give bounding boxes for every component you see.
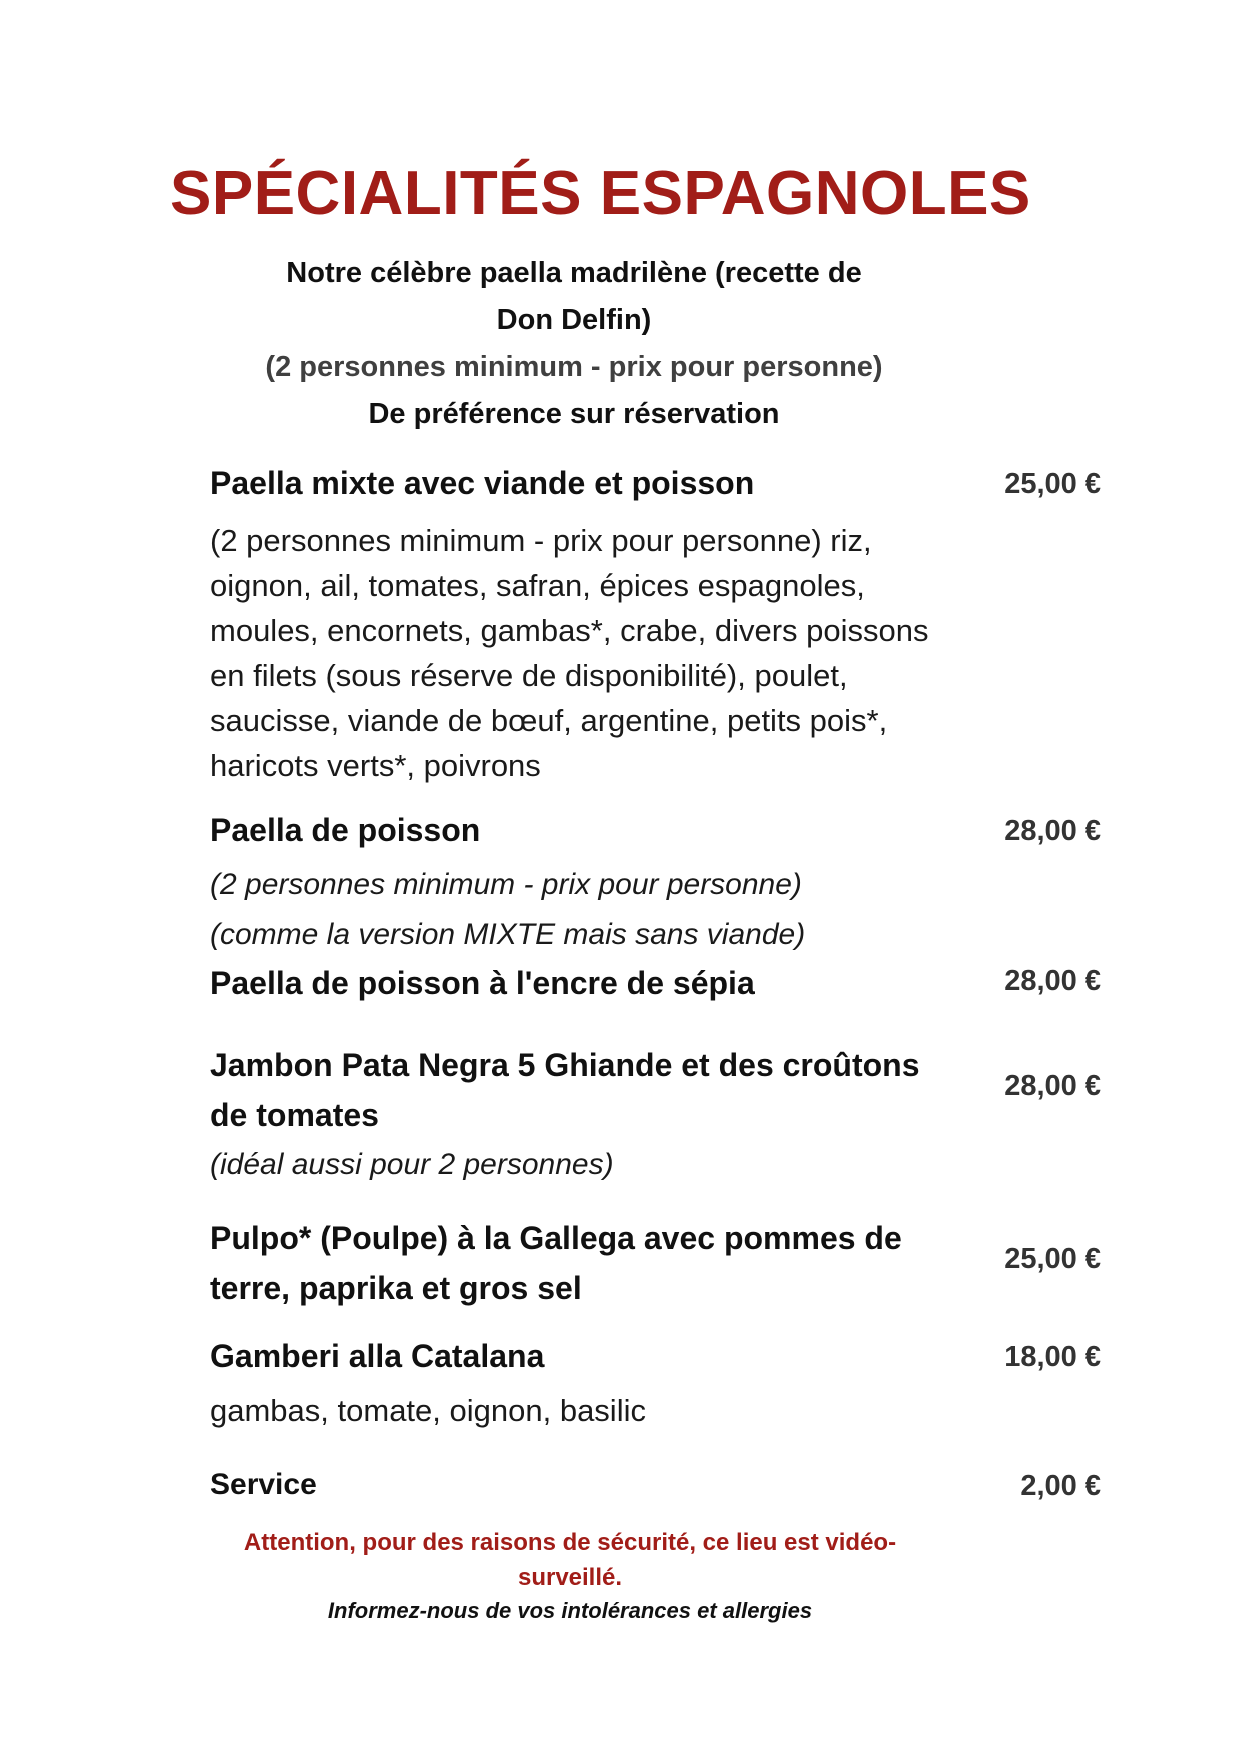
item-price-paella-mixte: 25,00 € [1004, 468, 1101, 500]
intro-line-1: Notre célèbre paella madrilène (recette de [286, 257, 862, 289]
item-note-paella-poisson-2: (comme la version MIXTE mais sans viande) [210, 918, 806, 951]
item-note-jambon: (idéal aussi pour 2 personnes) [210, 1148, 614, 1181]
item-name-paella-sepia: Paella de poisson à l'encre de sépia [210, 965, 755, 1001]
item-desc-gamberi: gambas, tomate, oignon, basilic [210, 1393, 646, 1428]
item-price-pulpo: 25,00 € [1004, 1243, 1101, 1275]
service-price: 2,00 € [1020, 1470, 1101, 1502]
security-notice: Attention, pour des raisons de sécurité, ce lieu est vidéo-surveillé. [243, 1529, 897, 1591]
item-price-paella-poisson: 28,00 € [1004, 815, 1101, 847]
item-price-paella-sepia: 28,00 € [1004, 965, 1101, 997]
item-desc-paella-mixte: (2 personnes minimum - prix pour personne) riz, oignon, ail, tomates, safran, épices espagnoles, moules, encornets, gambas*, crabe, divers poissons en filets (sous réserve de disponibilité), poulet, saucisse, viande de bœuf, argentine, petits pois*, haricots verts*, poivrons [210, 523, 929, 783]
intro-line-3: (2 personnes minimum - prix pour personne) [265, 351, 883, 383]
intro-line-2: Don Delfin) [496, 304, 652, 336]
item-price-gamberi: 18,00 € [1004, 1341, 1101, 1373]
item-name-jambon: Jambon Pata Negra 5 Ghiande et des croûtons de tomates [210, 1047, 920, 1133]
intro-line-4: De préférence sur réservation [368, 398, 780, 430]
page-title: SPÉCIALITÉS ESPAGNOLES [170, 159, 1031, 228]
item-name-paella-mixte: Paella mixte avec viande et poisson [210, 465, 755, 501]
intro-block [170, 250, 978, 438]
item-name-gamberi: Gamberi alla Catalana [210, 1338, 545, 1374]
allergy-notice: Informez-nous de vos intolérances et allergies [327, 1598, 813, 1623]
item-name-pulpo: Pulpo* (Poulpe) à la Gallega avec pommes de terre, paprika et gros sel [210, 1220, 902, 1306]
item-price-jambon: 28,00 € [1004, 1070, 1101, 1102]
service-label: Service [210, 1468, 317, 1501]
item-name-paella-poisson: Paella de poisson [210, 812, 481, 848]
item-note-paella-poisson-1: (2 personnes minimum - prix pour personne) [210, 868, 802, 901]
